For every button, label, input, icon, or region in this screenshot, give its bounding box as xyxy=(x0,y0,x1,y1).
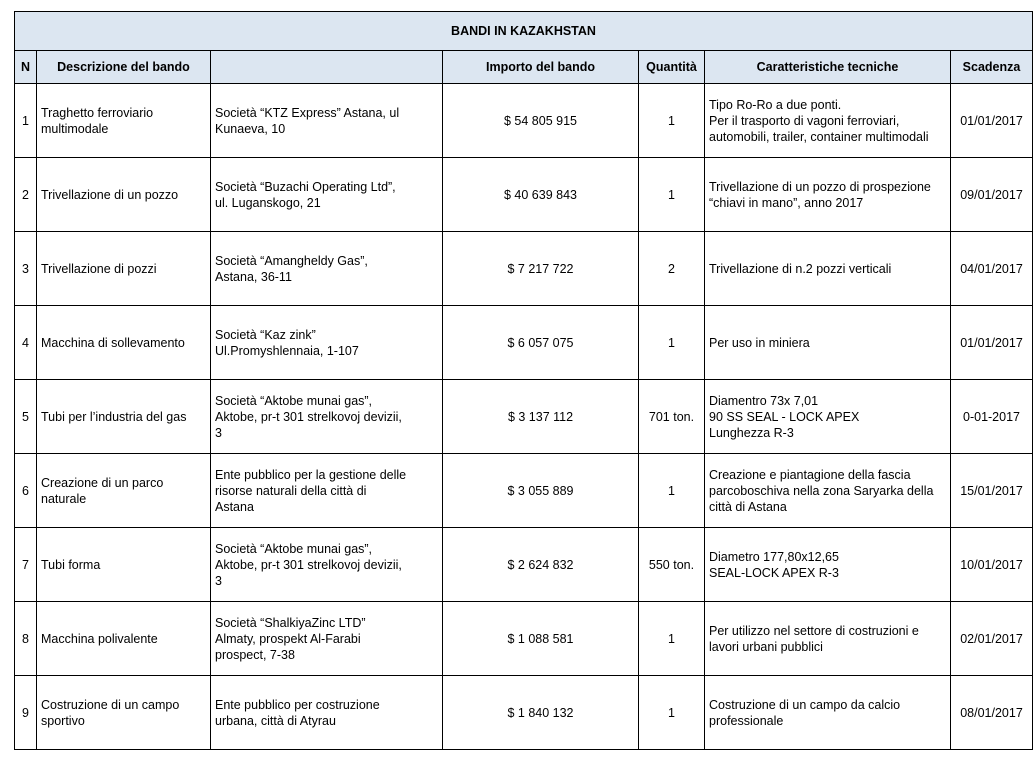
cell-ente-line: urbana, città di Atyrau xyxy=(215,713,336,728)
cell-descrizione-line: Trivellazione di pozzi xyxy=(41,261,157,276)
cell-ente-line: Società “Kaz zink” xyxy=(215,327,316,342)
cell-importo: $ 1 088 581 xyxy=(443,602,639,676)
cell-caratteristiche xyxy=(705,676,951,750)
table-row xyxy=(15,306,1033,380)
cell-ente-line: Almaty, prospekt Al-Farabi xyxy=(215,631,361,646)
cell-ente-line: Kunaeva, 10 xyxy=(215,121,286,136)
cell-descrizione-line: Creazione di un parco xyxy=(41,475,164,490)
cell-ente-line: Astana xyxy=(215,499,254,514)
header-ente xyxy=(211,51,443,84)
header-n: N xyxy=(15,51,37,84)
cell-n: 5 xyxy=(15,380,37,454)
cell-importo: $ 6 057 075 xyxy=(443,306,639,380)
cell-caratteristiche-line: Costruzione di un campo da calcio xyxy=(709,697,901,712)
cell-caratteristiche-line: città di Astana xyxy=(709,499,787,514)
cell-caratteristiche xyxy=(705,84,951,158)
cell-scadenza: 09/01/2017 xyxy=(951,158,1033,232)
cell-descrizione-line: Tubi forma xyxy=(41,557,101,572)
cell-caratteristiche xyxy=(705,380,951,454)
cell-quantita: 1 xyxy=(639,84,705,158)
cell-ente-line: Società “Amangheldy Gas”, xyxy=(215,253,368,268)
cell-ente xyxy=(211,84,443,158)
cell-descrizione xyxy=(37,528,211,602)
cell-caratteristiche-line: Trivellazione di n.2 pozzi verticali xyxy=(709,261,892,276)
cell-caratteristiche-line: Per utilizzo nel settore di costruzioni e xyxy=(709,623,919,638)
cell-caratteristiche xyxy=(705,528,951,602)
cell-descrizione xyxy=(37,306,211,380)
cell-ente xyxy=(211,380,443,454)
cell-ente-line: risorse naturali della città di xyxy=(215,483,367,498)
cell-descrizione-line: Macchina polivalente xyxy=(41,631,158,646)
cell-descrizione-line: Tubi per l’industria del gas xyxy=(41,409,187,424)
cell-descrizione xyxy=(37,84,211,158)
tenders-table xyxy=(14,11,1033,750)
cell-scadenza: 15/01/2017 xyxy=(951,454,1033,528)
cell-descrizione-line: Costruzione di un campo xyxy=(41,697,180,712)
cell-importo: $ 54 805 915 xyxy=(443,84,639,158)
header-scadenza: Scadenza xyxy=(951,51,1033,84)
cell-n: 2 xyxy=(15,158,37,232)
table-row xyxy=(15,84,1033,158)
cell-ente xyxy=(211,602,443,676)
table-row xyxy=(15,602,1033,676)
header-importo: Importo del bando xyxy=(443,51,639,84)
cell-quantita: 1 xyxy=(639,158,705,232)
cell-caratteristiche-line: Diametro 177,80x12,65 xyxy=(709,549,839,564)
cell-caratteristiche xyxy=(705,158,951,232)
cell-caratteristiche-line: Diamentro 73x 7,01 xyxy=(709,393,819,408)
cell-descrizione-line: multimodale xyxy=(41,121,109,136)
cell-ente xyxy=(211,306,443,380)
cell-caratteristiche-line: Trivellazione di un pozzo di prospezione xyxy=(709,179,931,194)
cell-scadenza: 04/01/2017 xyxy=(951,232,1033,306)
cell-caratteristiche-line: parcoboschiva nella zona Saryarka della xyxy=(709,483,934,498)
cell-quantita: 701 ton. xyxy=(639,380,705,454)
cell-caratteristiche-line: Lunghezza R-3 xyxy=(709,425,794,440)
cell-ente-line: 3 xyxy=(215,425,222,440)
cell-scadenza: 01/01/2017 xyxy=(951,306,1033,380)
cell-scadenza: 10/01/2017 xyxy=(951,528,1033,602)
cell-quantita: 1 xyxy=(639,306,705,380)
cell-importo: $ 40 639 843 xyxy=(443,158,639,232)
cell-ente-line: Ente pubblico per costruzione xyxy=(215,697,380,712)
cell-ente-line: 3 xyxy=(215,573,222,588)
cell-ente-line: Società “ShalkiyaZinc LTD” xyxy=(215,615,366,630)
cell-ente-line: Società “Aktobe munai gas”, xyxy=(215,541,373,556)
cell-caratteristiche-line: automobili, trailer, container multimodali xyxy=(709,129,929,144)
cell-ente-line: Aktobe, pr-t 301 strelkovoj devizii, xyxy=(215,557,402,572)
cell-quantita: 1 xyxy=(639,676,705,750)
cell-descrizione-line: sportivo xyxy=(41,713,85,728)
cell-quantita: 1 xyxy=(639,602,705,676)
cell-caratteristiche-line: SEAL-LOCK APEX R-3 xyxy=(709,565,839,580)
cell-scadenza: 02/01/2017 xyxy=(951,602,1033,676)
cell-caratteristiche xyxy=(705,454,951,528)
cell-quantita: 2 xyxy=(639,232,705,306)
cell-ente xyxy=(211,232,443,306)
cell-descrizione xyxy=(37,676,211,750)
header-quantita: Quantità xyxy=(639,51,705,84)
table-row xyxy=(15,380,1033,454)
header-caratteristiche: Caratteristiche tecniche xyxy=(705,51,951,84)
cell-n: 4 xyxy=(15,306,37,380)
cell-caratteristiche xyxy=(705,232,951,306)
cell-n: 7 xyxy=(15,528,37,602)
cell-n: 3 xyxy=(15,232,37,306)
cell-ente-line: prospect, 7-38 xyxy=(215,647,295,662)
table-row xyxy=(15,232,1033,306)
cell-ente-line: Società “Aktobe munai gas”, xyxy=(215,393,373,408)
cell-ente xyxy=(211,454,443,528)
cell-caratteristiche-line: Per il trasporto di vagoni ferroviari, xyxy=(709,113,900,128)
cell-caratteristiche-line: lavori urbani pubblici xyxy=(709,639,823,654)
cell-scadenza: 0-01-2017 xyxy=(951,380,1033,454)
table-title: BANDI IN KAZAKHSTAN xyxy=(15,12,1033,51)
cell-ente-line: ul. Luganskogo, 21 xyxy=(215,195,321,210)
cell-scadenza: 01/01/2017 xyxy=(951,84,1033,158)
cell-caratteristiche-line: 90 SS SEAL - LOCK APEX xyxy=(709,409,860,424)
cell-quantita: 1 xyxy=(639,454,705,528)
cell-ente-line: Società “KTZ Express” Astana, ul xyxy=(215,105,400,120)
cell-importo: $ 7 217 722 xyxy=(443,232,639,306)
cell-scadenza: 08/01/2017 xyxy=(951,676,1033,750)
cell-n: 9 xyxy=(15,676,37,750)
cell-ente xyxy=(211,528,443,602)
cell-ente-line: Ente pubblico per la gestione delle xyxy=(215,467,407,482)
cell-descrizione xyxy=(37,602,211,676)
cell-descrizione-line: Traghetto ferroviario xyxy=(41,105,154,120)
table-row xyxy=(15,158,1033,232)
cell-caratteristiche-line: professionale xyxy=(709,713,784,728)
table-row xyxy=(15,454,1033,528)
cell-caratteristiche xyxy=(705,602,951,676)
cell-n: 1 xyxy=(15,84,37,158)
cell-caratteristiche-line: Creazione e piantagione della fascia xyxy=(709,467,911,482)
cell-descrizione xyxy=(37,158,211,232)
cell-importo: $ 3 137 112 xyxy=(443,380,639,454)
cell-importo: $ 2 624 832 xyxy=(443,528,639,602)
cell-caratteristiche-line: Per uso in miniera xyxy=(709,335,810,350)
cell-ente-line: Società “Buzachi Operating Ltd”, xyxy=(215,179,396,194)
cell-descrizione-line: naturale xyxy=(41,491,87,506)
cell-importo: $ 1 840 132 xyxy=(443,676,639,750)
cell-n: 8 xyxy=(15,602,37,676)
cell-caratteristiche-line: “chiavi in mano”, anno 2017 xyxy=(709,195,864,210)
cell-descrizione xyxy=(37,454,211,528)
cell-ente xyxy=(211,676,443,750)
cell-ente-line: Ul.Promyshlennaia, 1-107 xyxy=(215,343,359,358)
cell-n: 6 xyxy=(15,454,37,528)
cell-descrizione-line: Macchina di sollevamento xyxy=(41,335,185,350)
cell-importo: $ 3 055 889 xyxy=(443,454,639,528)
table-row xyxy=(15,676,1033,750)
cell-ente xyxy=(211,158,443,232)
cell-descrizione xyxy=(37,232,211,306)
cell-ente-line: Astana, 36-11 xyxy=(215,269,292,284)
cell-quantita: 550 ton. xyxy=(639,528,705,602)
cell-ente-line: Aktobe, pr-t 301 strelkovoj devizii, xyxy=(215,409,402,424)
cell-descrizione-line: Trivellazione di un pozzo xyxy=(41,187,179,202)
cell-descrizione xyxy=(37,380,211,454)
header-descrizione: Descrizione del bando xyxy=(37,51,211,84)
cell-caratteristiche-line: Tipo Ro-Ro a due ponti. xyxy=(709,97,842,112)
cell-caratteristiche xyxy=(705,306,951,380)
table-row xyxy=(15,528,1033,602)
